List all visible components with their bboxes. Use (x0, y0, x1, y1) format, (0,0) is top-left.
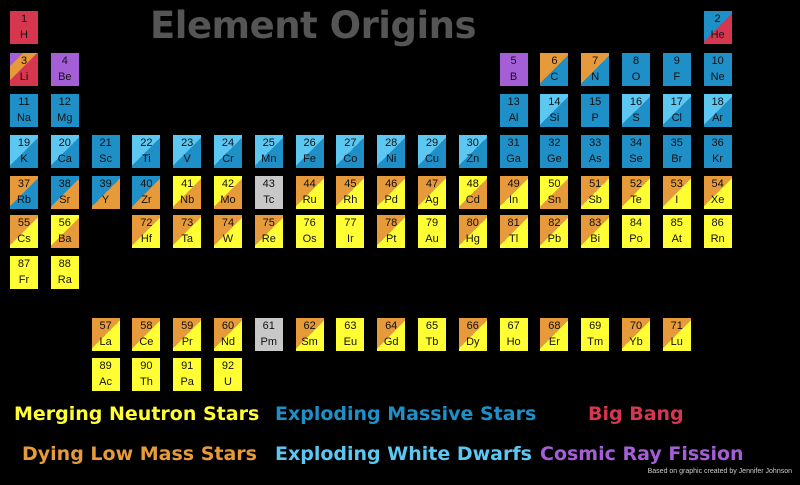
element-symbol: Hg (465, 233, 480, 245)
element-symbol: Ra (57, 274, 72, 286)
atomic-number: 74 (221, 217, 235, 229)
atomic-number: 47 (425, 178, 439, 190)
atomic-number: 52 (629, 178, 643, 190)
element-cell-cs (9, 214, 39, 249)
atomic-number: 19 (17, 137, 31, 149)
element-cell-ti (131, 134, 161, 169)
atomic-number: 57 (99, 320, 112, 332)
element-cell-po (621, 214, 651, 249)
element-symbol: Ag (425, 194, 439, 206)
element-cell-os (295, 214, 325, 249)
element-cell-ru (295, 175, 325, 210)
element-cell-cu (417, 134, 447, 169)
atomic-number: 80 (466, 217, 479, 229)
atomic-number: 92 (221, 360, 235, 372)
element-symbol: W (222, 233, 234, 245)
element-cell-pt (376, 214, 406, 249)
atomic-number: 41 (181, 178, 194, 190)
element-cell-tl (499, 214, 529, 249)
atomic-number: 86 (711, 217, 724, 229)
credit-note: Based on graphic created by Jennifer Johnson (647, 468, 792, 475)
atomic-number: 87 (17, 258, 31, 270)
element-cell-mo (213, 175, 243, 210)
element-cell-he (703, 10, 733, 45)
element-symbol: Sm (301, 336, 318, 348)
atomic-number: 68 (548, 320, 561, 332)
atomic-number: 9 (673, 55, 680, 67)
atomic-number: 70 (629, 320, 643, 332)
element-symbol: Tb (425, 336, 439, 348)
element-symbol: Y (101, 194, 110, 206)
element-symbol: Sr (59, 194, 71, 206)
element-cell-sn (539, 175, 569, 210)
element-cell-f (662, 52, 692, 87)
element-symbol: Cr (222, 153, 234, 165)
element-cell-tm (580, 317, 610, 352)
atomic-number: 79 (425, 217, 439, 229)
legend-exploding-white-dwarfs: Exploding White Dwarfs (275, 443, 532, 465)
element-symbol: Er (548, 336, 560, 348)
element-cell-pr (172, 317, 202, 352)
element-symbol: F (673, 71, 681, 83)
element-symbol: Ho (506, 336, 521, 348)
atomic-number: 58 (140, 320, 153, 332)
atomic-number: 46 (385, 178, 398, 190)
atomic-number: 39 (99, 178, 112, 190)
element-cell-tc (254, 175, 284, 210)
atomic-number: 76 (303, 217, 316, 229)
element-symbol: Na (16, 112, 32, 124)
element-symbol: Au (425, 233, 439, 245)
element-cell-na (9, 93, 39, 128)
atomic-number: 53 (670, 178, 683, 190)
element-cell-pm (254, 317, 284, 352)
atomic-number: 18 (711, 96, 724, 108)
element-symbol: Fe (303, 153, 317, 165)
element-cell-c (539, 52, 569, 87)
atomic-number: 77 (344, 217, 357, 229)
element-symbol: Ba (58, 233, 72, 245)
element-symbol: Li (19, 71, 29, 83)
element-symbol: Te (630, 194, 642, 206)
atomic-number: 3 (20, 55, 28, 67)
element-cell-b (499, 52, 529, 87)
element-cell-te (621, 175, 651, 210)
element-symbol: Pa (180, 376, 194, 388)
element-cell-ac (91, 357, 121, 392)
element-cell-zr (131, 175, 161, 210)
element-symbol: Yb (629, 336, 643, 348)
element-symbol: Ce (139, 336, 154, 348)
element-cell-o (621, 52, 651, 87)
atomic-number: 20 (58, 137, 71, 149)
element-cell-ta (172, 214, 202, 249)
element-symbol: Ni (385, 153, 397, 165)
element-cell-th (131, 357, 161, 392)
atomic-number: 28 (385, 137, 398, 149)
atomic-number: 72 (140, 217, 153, 229)
atomic-number: 10 (711, 55, 724, 67)
element-symbol: Sc (99, 153, 113, 165)
element-cell-se (621, 134, 651, 169)
atomic-number: 35 (670, 137, 683, 149)
element-symbol: B (509, 71, 518, 83)
element-symbol: N (591, 71, 600, 83)
element-symbol: Eu (343, 336, 358, 348)
legend-cosmic-ray-fission: Cosmic Ray Fission (540, 443, 744, 465)
element-cell-cd (458, 175, 488, 210)
element-cell-eu (335, 317, 365, 352)
atomic-number: 65 (425, 320, 439, 332)
atomic-number: 40 (140, 178, 153, 190)
atomic-number: 73 (181, 217, 194, 229)
atomic-number: 54 (711, 178, 724, 190)
element-symbol: Br (671, 153, 683, 165)
element-symbol: Cd (465, 194, 480, 206)
element-symbol: Pm (260, 336, 278, 348)
atomic-number: 90 (140, 360, 153, 372)
atomic-number: 27 (344, 137, 357, 149)
element-cell-k (9, 134, 39, 169)
element-symbol: Cl (671, 112, 682, 124)
atomic-number: 14 (548, 96, 561, 108)
element-symbol: O (631, 71, 641, 83)
atomic-number: 7 (592, 55, 599, 67)
atomic-number: 42 (221, 178, 235, 190)
element-symbol: Ca (57, 153, 72, 165)
atomic-number: 64 (385, 320, 398, 332)
element-symbol: Co (343, 153, 358, 165)
element-cell-hf (131, 214, 161, 249)
element-cell-cr (213, 134, 243, 169)
element-symbol: Se (629, 153, 643, 165)
atomic-number: 4 (61, 55, 68, 67)
element-symbol: As (588, 153, 602, 165)
element-cell-sr (50, 175, 80, 210)
element-symbol: Hf (140, 233, 152, 245)
atomic-number: 36 (711, 137, 724, 149)
element-symbol: Cu (424, 153, 440, 165)
atomic-number: 67 (507, 320, 520, 332)
element-cell-y (91, 175, 121, 210)
atomic-number: 17 (670, 96, 683, 108)
element-cell-h (9, 10, 39, 45)
atomic-number: 48 (466, 178, 479, 190)
atomic-number: 34 (629, 137, 643, 149)
atomic-number: 88 (58, 258, 71, 270)
element-symbol: Bi (590, 233, 601, 245)
element-symbol: Pd (384, 194, 398, 206)
element-symbol: Rn (710, 233, 725, 245)
legend-exploding-massive-stars: Exploding Massive Stars (275, 403, 537, 425)
element-symbol: Mg (57, 112, 73, 124)
atomic-number: 84 (629, 217, 643, 229)
element-symbol: I (675, 194, 679, 206)
element-cell-sc (91, 134, 121, 169)
element-cell-ag (417, 175, 447, 210)
element-cell-be (50, 52, 80, 87)
atomic-number: 16 (629, 96, 643, 108)
element-symbol: Os (302, 233, 317, 245)
atomic-number: 13 (507, 96, 520, 108)
atomic-number: 31 (507, 137, 520, 149)
element-cell-re (254, 214, 284, 249)
element-cell-la (91, 317, 121, 352)
atomic-number: 45 (344, 178, 357, 190)
element-symbol: Ge (547, 153, 562, 165)
atomic-number: 11 (18, 96, 30, 108)
element-cell-ir (335, 214, 365, 249)
element-cell-br (662, 134, 692, 169)
element-symbol: Si (549, 112, 560, 124)
element-cell-sm (295, 317, 325, 352)
element-symbol: Nb (180, 194, 195, 206)
element-cell-pb (539, 214, 569, 249)
element-symbol: C (550, 71, 559, 83)
element-cell-li (9, 52, 39, 87)
element-symbol: He (710, 29, 725, 41)
element-cell-ni (376, 134, 406, 169)
element-cell-si (539, 93, 569, 128)
atomic-number: 91 (181, 360, 194, 372)
element-symbol: U (224, 376, 232, 388)
atomic-number: 51 (589, 178, 602, 190)
element-symbol: Ir (347, 233, 354, 245)
element-cell-rn (703, 214, 733, 249)
element-symbol: Ti (142, 153, 151, 165)
atomic-number: 30 (466, 137, 479, 149)
element-symbol: Sb (588, 194, 602, 206)
element-cell-pa (172, 357, 202, 392)
element-cell-xe (703, 175, 733, 210)
element-symbol: Ne (710, 71, 725, 83)
element-cell-rh (335, 175, 365, 210)
element-symbol: Tc (263, 194, 275, 206)
element-cell-ra (50, 255, 80, 290)
element-cell-w (213, 214, 243, 249)
atomic-number: 62 (303, 320, 316, 332)
element-symbol: K (20, 153, 28, 165)
element-cell-fe (295, 134, 325, 169)
atomic-number: 44 (303, 178, 316, 190)
atomic-number: 69 (589, 320, 602, 332)
element-cell-tb (417, 317, 447, 352)
element-symbol: Lu (670, 336, 683, 348)
element-symbol: Ga (506, 153, 521, 165)
element-symbol: Pr (181, 336, 193, 348)
atomic-number: 15 (589, 96, 602, 108)
atomic-number: 6 (551, 55, 558, 67)
legend-merging-neutron-stars: Merging Neutron Stars (14, 403, 260, 425)
element-symbol: Fr (18, 274, 30, 286)
element-cell-yb (621, 317, 651, 352)
element-symbol: V (183, 153, 191, 165)
element-cell-bi (580, 214, 610, 249)
element-symbol: La (99, 336, 112, 348)
atomic-number: 63 (344, 320, 357, 332)
element-symbol: Tm (587, 336, 604, 348)
element-cell-ar (703, 93, 733, 128)
element-symbol: Zr (141, 194, 152, 206)
element-cell-rb (9, 175, 39, 210)
element-symbol: Rh (343, 194, 358, 206)
atomic-number: 71 (670, 320, 683, 332)
element-cell-n (580, 52, 610, 87)
element-cell-lu (662, 317, 692, 352)
element-symbol: At (671, 233, 682, 245)
element-symbol: Pb (547, 233, 562, 245)
element-cell-mg (50, 93, 80, 128)
element-symbol: Ru (302, 194, 317, 206)
atomic-number: 43 (262, 178, 275, 190)
atomic-number: 85 (670, 217, 683, 229)
atomic-number: 26 (303, 137, 316, 149)
element-symbol: Xe (710, 194, 725, 206)
element-symbol: Kr (712, 153, 724, 165)
element-cell-s (621, 93, 651, 128)
atomic-number: 32 (548, 137, 561, 149)
element-symbol: Dy (466, 336, 480, 348)
element-cell-ca (50, 134, 80, 169)
element-symbol: Sn (547, 194, 562, 206)
element-symbol: Cs (17, 233, 31, 245)
element-symbol: Gd (383, 336, 399, 348)
atomic-number: 21 (99, 137, 112, 149)
atomic-number: 59 (181, 320, 194, 332)
atomic-number: 56 (58, 217, 71, 229)
element-cell-p (580, 93, 610, 128)
element-cell-al (499, 93, 529, 128)
element-symbol: S (632, 112, 640, 124)
element-cell-co (335, 134, 365, 169)
legend-big-bang: Big Bang (588, 403, 684, 425)
element-cell-gd (376, 317, 406, 352)
atomic-number: 60 (221, 320, 235, 332)
element-symbol: Zn (466, 153, 480, 165)
element-symbol: Be (58, 71, 72, 83)
element-cell-hg (458, 214, 488, 249)
element-cell-dy (458, 317, 488, 352)
element-symbol: Th (139, 376, 153, 388)
atomic-number: 78 (385, 217, 398, 229)
atomic-number: 1 (20, 13, 28, 25)
element-cell-kr (703, 134, 733, 169)
element-cell-fr (9, 255, 39, 290)
element-cell-nb (172, 175, 202, 210)
atomic-number: 37 (17, 178, 31, 190)
element-symbol: Tl (509, 233, 519, 245)
element-cell-at (662, 214, 692, 249)
atomic-number: 81 (507, 217, 520, 229)
atomic-number: 29 (425, 137, 439, 149)
atomic-number: 50 (548, 178, 561, 190)
atomic-number: 38 (58, 178, 71, 190)
element-symbol: H (20, 29, 28, 41)
element-symbol: P (591, 112, 599, 124)
element-cell-ge (539, 134, 569, 169)
atomic-number: 25 (262, 137, 275, 149)
atomic-number: 5 (510, 55, 517, 67)
atomic-number: 89 (99, 360, 112, 372)
element-cell-zn (458, 134, 488, 169)
element-cell-ba (50, 214, 80, 249)
element-symbol: Nd (220, 336, 236, 348)
element-cell-ho (499, 317, 529, 352)
element-cell-i (662, 175, 692, 210)
element-symbol: Ar (712, 112, 724, 124)
element-cell-cl (662, 93, 692, 128)
chart-title: Element Origins (150, 4, 477, 47)
atomic-number: 61 (262, 320, 275, 332)
element-cell-nd (213, 317, 243, 352)
atomic-number: 8 (632, 55, 640, 67)
element-cell-ne (703, 52, 733, 87)
atomic-number: 12 (58, 96, 71, 108)
atomic-number: 33 (589, 137, 602, 149)
atomic-number: 55 (17, 217, 31, 229)
element-cell-u (213, 357, 243, 392)
element-cell-pd (376, 175, 406, 210)
element-symbol: Ta (181, 233, 193, 245)
element-cell-ga (499, 134, 529, 169)
element-symbol: Ac (99, 376, 113, 388)
atomic-number: 2 (714, 13, 721, 25)
element-cell-in (499, 175, 529, 210)
atomic-number: 83 (589, 217, 602, 229)
element-cell-v (172, 134, 202, 169)
element-symbol: Re (261, 233, 276, 245)
element-cell-as (580, 134, 610, 169)
element-cell-ce (131, 317, 161, 352)
atomic-number: 49 (507, 178, 520, 190)
atomic-number: 75 (262, 217, 275, 229)
atomic-number: 24 (221, 137, 235, 149)
element-symbol: Rb (16, 194, 32, 206)
atomic-number: 82 (548, 217, 561, 229)
element-cell-mn (254, 134, 284, 169)
legend-dying-low-mass-stars: Dying Low Mass Stars (22, 443, 257, 465)
element-symbol: Mo (220, 194, 236, 206)
element-cell-er (539, 317, 569, 352)
atomic-number: 23 (181, 137, 194, 149)
element-cell-au (417, 214, 447, 249)
element-symbol: In (509, 194, 519, 206)
element-symbol: Po (629, 233, 643, 245)
element-symbol: Al (508, 112, 519, 124)
element-symbol: Pt (385, 233, 397, 245)
atomic-number: 22 (140, 137, 153, 149)
element-cell-sb (580, 175, 610, 210)
atomic-number: 66 (466, 320, 479, 332)
element-symbol: Mn (261, 153, 277, 165)
